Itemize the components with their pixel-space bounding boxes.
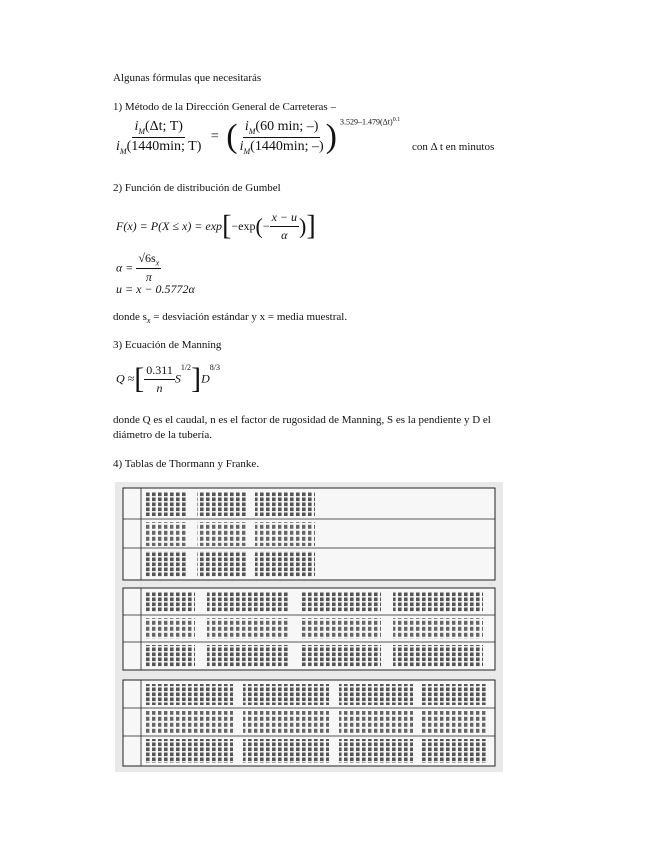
- gumbel-cdf: F(x) = P(X ≤ x) = exp[−exp(− $\frac{x - u}{\alpha}$ )]: [116, 210, 316, 242]
- dgc-exponent: $3.529-1.479(\Delta t)^{0.1}$: [340, 117, 401, 127]
- section-2-heading: 2) Función de distribución de Gumbel: [113, 182, 281, 194]
- dgc-formula: $\frac{i_M(\Delta t; T)}{i_M(1440\min; T)}$ = ( $\frac{i_M(60 \min; -)}{i_M(1440\min; -)}$ ): [116, 118, 337, 156]
- gumbel-where: donde $s_x$ = desviación estándar y x = media muestral.: [113, 311, 348, 326]
- thormann-franke-tables-image: [115, 482, 503, 772]
- dgc-lhs-fraction: $\frac{i_M(\Delta t; T)}{i_M(1440\min; T)}$: [116, 118, 202, 156]
- dgc-note: con Δ t en minutos: [412, 141, 495, 153]
- manning-where-line-2: diámetro de la tubería.: [113, 429, 212, 441]
- section-3-heading: 3) Ecuación de Manning: [113, 339, 222, 351]
- section-4-heading: 4) Tablas de Thormann y Franke.: [113, 458, 260, 470]
- scanned-tables-graphic: [115, 482, 503, 772]
- intro-text: Algunas fórmulas que necesitarás: [113, 72, 262, 84]
- section-1-heading: 1) Método de la Dirección General de Carreteras –: [113, 101, 336, 113]
- manning-where-line-1: donde Q es el caudal, n es el factor de rugosidad de Manning, S es la pendiente y D el: [113, 414, 491, 426]
- gumbel-alpha: α = $\frac{√6s_x}{\pi}$: [116, 251, 160, 285]
- manning-formula: Q ≈[ $\frac{0.311}{n}$ $S^{1/2}]D^{8/3}$: [116, 362, 220, 395]
- dgc-rhs-fraction: $\frac{i_M(60 \min; -)}{i_M(1440\min; -)}$: [239, 118, 324, 156]
- gumbel-u: u = x − 0.5772α: [116, 282, 195, 296]
